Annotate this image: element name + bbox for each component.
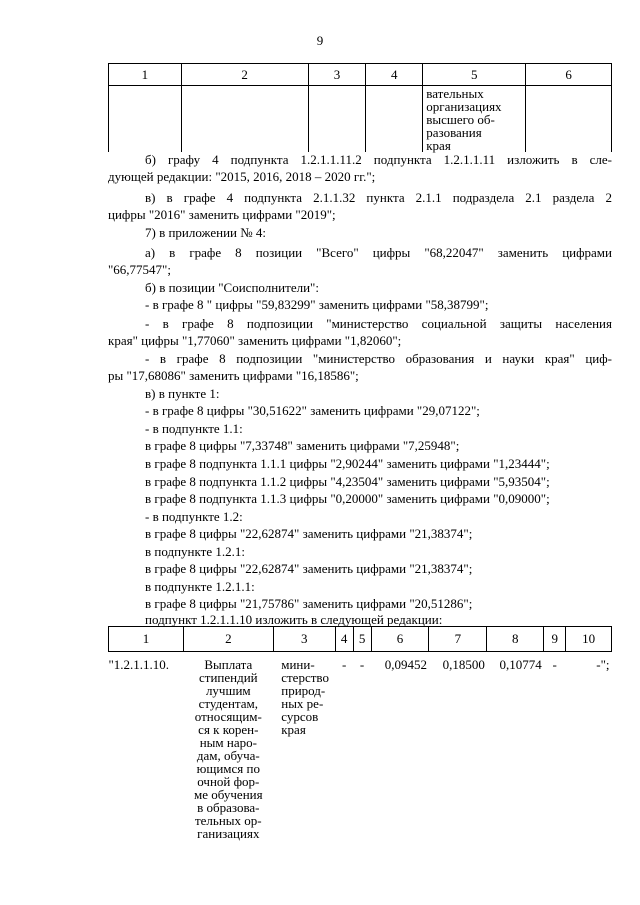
text-line: в графе 8 подпункта 1.1.3 цифры "0,20000" заменить цифрами "0,09000"; xyxy=(145,491,550,506)
text-line: в графе 8 цифры "22,62874" заменить цифрами "21,38374"; xyxy=(145,561,473,576)
text-line: цифры "2016" заменить цифрами "2019"; xyxy=(108,207,336,222)
text-line: в) в пункте 1: xyxy=(145,386,220,401)
text-line: в графе 8 цифры "21,75786" заменить цифрами "20,51286"; xyxy=(145,596,473,611)
text-line: - в подпункте 1.1: xyxy=(145,421,243,436)
text-line: дующей редакции: "2015, 2016, 2018 – 2020 гг."; xyxy=(108,169,376,184)
table-row xyxy=(109,652,612,841)
table-header-row xyxy=(109,64,612,86)
text-line: б) в позиции "Соисполнители": xyxy=(145,280,319,295)
item-executor: мини- стерство природ- ных ре- сурсов края xyxy=(281,657,329,737)
text-line: - в графе 8 подпозиции "министерство социальной защиты населения xyxy=(145,316,612,331)
text-line: в подпункте 1.2.1: xyxy=(145,544,245,559)
column-number: 3 xyxy=(308,64,366,86)
column-number: 5 xyxy=(423,64,526,86)
text-line: в графе 8 цифры "7,33748" заменить цифрами "7,25948"; xyxy=(145,438,460,453)
text-line: "66,77547"; xyxy=(108,262,171,277)
text-line: б) графу 4 подпункта 1.2.1.1.11.2 подпункта 1.2.1.1.11 изложить в сле- xyxy=(145,152,612,167)
text-line: в графе 8 подпункта 1.1.2 цифры "4,23504" заменить цифрами "5,93504"; xyxy=(145,474,550,489)
text-line: подпункт 1.2.1.1.10 изложить в следующей редакции: xyxy=(145,612,443,627)
table-row xyxy=(109,86,612,153)
text-line: края" цифры "1,77060" заменить цифрами "1,82060"; xyxy=(108,333,402,348)
column-number: 5 xyxy=(353,627,371,652)
column-number: 9 xyxy=(544,627,566,652)
column-number: 3 xyxy=(273,627,335,652)
column-number: 4 xyxy=(366,64,423,86)
text-line: - в графе 8 цифры "30,51622" заменить цифрами "29,07122"; xyxy=(145,403,480,418)
continuation-cell: вательных организациях высшего об- разования края xyxy=(423,86,526,153)
cell-value: - xyxy=(552,657,557,672)
column-number: 8 xyxy=(487,627,544,652)
text-line: в) в графе 4 подпункта 2.1.1.32 пункта 2.1.1 подраздела 2.1 раздела 2 xyxy=(145,190,612,205)
page-number: 9 xyxy=(316,33,324,48)
column-number: 10 xyxy=(566,627,612,652)
cell-value: 0,10774 xyxy=(499,657,542,672)
column-number: 1 xyxy=(109,64,182,86)
cell-value: -"; xyxy=(596,657,610,672)
column-number: 7 xyxy=(429,627,487,652)
text-line: ры "17,68086" заменить цифрами "16,18586"; xyxy=(108,368,359,383)
column-number: 6 xyxy=(371,627,429,652)
column-number: 2 xyxy=(181,64,308,86)
text-line: а) в графе 8 позиции "Всего" цифры "68,22047" заменить цифрами xyxy=(145,245,612,260)
table-header-row xyxy=(109,627,612,652)
cell-value: 0,18500 xyxy=(442,657,485,672)
text-line: - в подпункте 1.2: xyxy=(145,509,243,524)
text-line: - в графе 8 " цифры "59,83299" заменить цифрами "58,38799"; xyxy=(145,297,489,312)
text-line: 7) в приложении № 4: xyxy=(145,225,267,240)
column-number: 2 xyxy=(183,627,273,652)
cell-value: 0,09452 xyxy=(384,657,427,672)
column-number: 4 xyxy=(335,627,353,652)
column-number: 1 xyxy=(109,627,184,652)
cell-value: - xyxy=(341,657,347,672)
text-line: - в графе 8 подпозиции "министерство образования и науки края" циф- xyxy=(145,351,612,366)
text-line: в графе 8 цифры "22,62874" заменить цифрами "21,38374"; xyxy=(145,526,473,541)
item-number: "1.2.1.1.10. xyxy=(108,657,170,672)
table-new-subitem xyxy=(108,626,612,840)
column-number: 6 xyxy=(526,64,612,86)
item-description: Выплата стипендий лучшим студентам, относящим- ся к корен- ным наро- дам, обуча- ющимся по очной фор- ме обучения в образова- тельных ор- ганизациях xyxy=(194,657,263,841)
cell-value: - xyxy=(359,657,365,672)
text-line: в подпункте 1.2.1.1: xyxy=(145,579,255,594)
table-continuation xyxy=(108,63,612,152)
text-line: в графе 8 подпункта 1.1.1 цифры "2,90244" заменить цифрами "1,23444"; xyxy=(145,456,550,471)
